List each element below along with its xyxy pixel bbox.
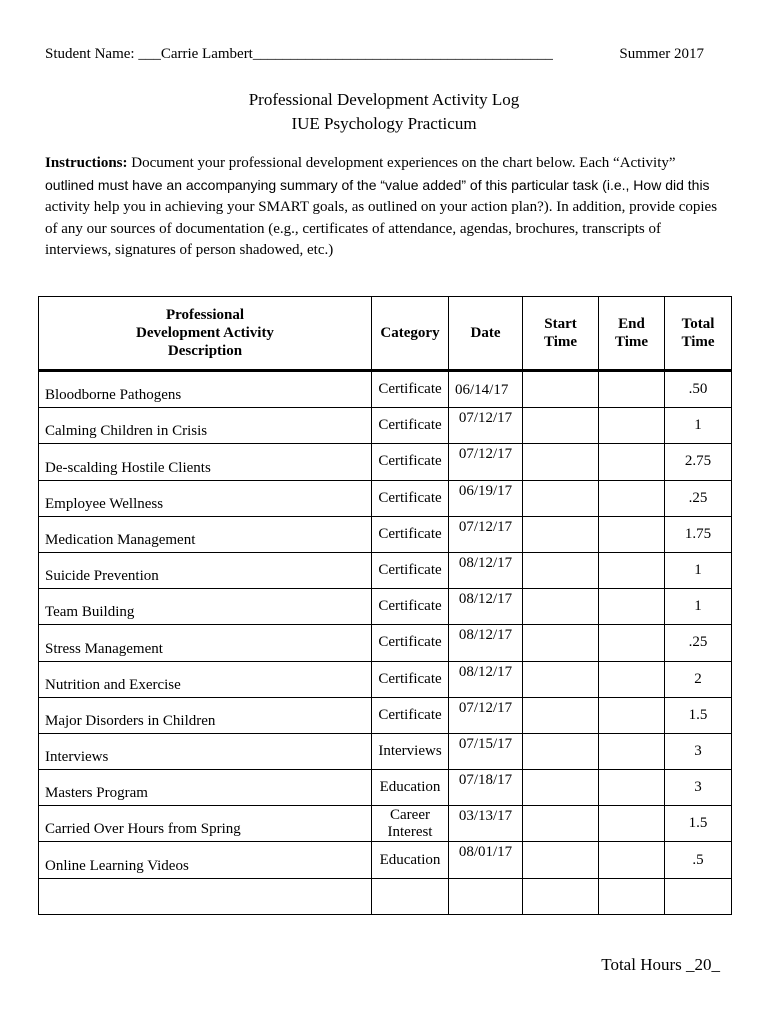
- end-time-cell: [599, 770, 665, 806]
- total-time: 1: [694, 598, 702, 615]
- total-time: 1.5: [688, 815, 708, 832]
- activity-date-cell: [449, 770, 523, 806]
- activity-category-cell: [372, 589, 449, 625]
- total-time: .50: [688, 381, 708, 398]
- activity-description-cell: [39, 842, 372, 878]
- activity-category-cell: [372, 444, 449, 480]
- activity-description: Online Learning Videos: [45, 857, 189, 874]
- table-row: [39, 589, 732, 625]
- total-time: 3: [694, 742, 702, 759]
- activity-category-cell: [372, 625, 449, 661]
- activity-description-cell: [39, 733, 372, 769]
- activity-date: 08/12/17: [458, 663, 513, 680]
- activity-category-cell: [372, 552, 449, 588]
- end-time-cell: [599, 516, 665, 552]
- activity-category: Certificate: [378, 453, 442, 470]
- activity-category-cell: [372, 770, 449, 806]
- table-row: [39, 770, 732, 806]
- total-time-cell: [665, 444, 732, 480]
- end-time-cell: [599, 878, 665, 914]
- start-time-cell: [523, 552, 599, 588]
- activity-category: Education: [379, 779, 441, 796]
- header-start-time: Start Time: [523, 297, 599, 371]
- activity-date-cell: [449, 480, 523, 516]
- activity-description-cell: [39, 371, 372, 408]
- activity-date: 07/18/17: [458, 772, 513, 789]
- activity-date-cell: [449, 516, 523, 552]
- total-time: 1.5: [688, 706, 708, 723]
- start-time-cell: [523, 444, 599, 480]
- activity-description-cell: [39, 516, 372, 552]
- activity-date: 06/14/17: [455, 382, 509, 398]
- end-time-cell: [599, 733, 665, 769]
- activity-category: Interviews: [378, 742, 442, 759]
- activity-date: 07/12/17: [458, 410, 513, 427]
- activity-date: 07/15/17: [458, 735, 513, 752]
- activity-date-cell: [449, 806, 523, 842]
- total-time-cell: [665, 408, 732, 444]
- total-time-cell: [665, 552, 732, 588]
- activity-description-cell: [39, 770, 372, 806]
- activity-description: Calming Children in Crisis: [45, 423, 208, 440]
- activity-description: Bloodborne Pathogens: [45, 387, 182, 404]
- activity-description: Stress Management: [45, 640, 163, 657]
- activity-description: Masters Program: [45, 785, 148, 802]
- header-date: Date: [449, 297, 523, 371]
- activity-date-cell: [449, 733, 523, 769]
- total-time: 2.75: [684, 453, 712, 470]
- activity-description-cell: [39, 552, 372, 588]
- activity-category: Certificate: [378, 598, 442, 615]
- activity-description-cell: [39, 480, 372, 516]
- table-row: [39, 697, 732, 733]
- end-time-cell: [599, 697, 665, 733]
- activity-description-cell: [39, 625, 372, 661]
- instructions-label: Instructions:: [45, 155, 128, 171]
- activity-category: Certificate: [378, 706, 442, 723]
- activity-category: Certificate: [378, 417, 442, 434]
- start-time-cell: [523, 806, 599, 842]
- activity-category: Education: [379, 851, 441, 868]
- start-time-cell: [523, 770, 599, 806]
- start-time-cell: [523, 371, 599, 408]
- header-total-time: Total Time: [665, 297, 732, 371]
- activity-description: Medication Management: [45, 531, 196, 548]
- start-time-cell: [523, 408, 599, 444]
- activity-log-table: [38, 296, 732, 915]
- instructions-text-1: Document your professional development experiences on the chart below. Each “Activity”: [127, 155, 676, 171]
- start-time-cell: [523, 589, 599, 625]
- table-row: [39, 408, 732, 444]
- activity-date: 08/01/17: [458, 844, 513, 861]
- table-row: [39, 552, 732, 588]
- activity-date: 03/13/17: [458, 808, 513, 825]
- table-row: [39, 733, 732, 769]
- end-time-cell: [599, 661, 665, 697]
- activity-category: Certificate: [378, 562, 442, 579]
- activity-description-cell: [39, 661, 372, 697]
- table-row: [39, 806, 732, 842]
- start-time-cell: [523, 697, 599, 733]
- total-time: 1.75: [684, 525, 712, 542]
- activity-description-cell: [39, 408, 372, 444]
- table-row: [39, 625, 732, 661]
- total-time: .5: [692, 851, 704, 868]
- activity-date: 06/19/17: [458, 482, 513, 499]
- total-time-cell: [665, 371, 732, 408]
- activity-description-cell: [39, 878, 372, 914]
- activity-category-cell: [372, 408, 449, 444]
- end-time-cell: [599, 842, 665, 878]
- total-time: .25: [688, 489, 708, 506]
- total-time-cell: [665, 770, 732, 806]
- activity-category-cell: [372, 842, 449, 878]
- activity-category: Certificate: [378, 670, 442, 687]
- total-time: 1: [694, 417, 702, 434]
- instructions-text-2: outlined must have an accompanying summary of the “value added” of this particular task (i.e., How did this: [45, 176, 710, 193]
- table-row: [39, 371, 732, 408]
- activity-category: Certificate: [378, 634, 442, 651]
- end-time-cell: [599, 408, 665, 444]
- start-time-cell: [523, 661, 599, 697]
- total-time-cell: [665, 589, 732, 625]
- end-time-cell: [599, 552, 665, 588]
- activity-category: Certificate: [378, 381, 442, 398]
- activity-description-cell: [39, 589, 372, 625]
- end-time-cell: [599, 444, 665, 480]
- activity-date-cell: [449, 697, 523, 733]
- header-description: Professional Development Activity Description: [39, 297, 372, 371]
- start-time-cell: [523, 842, 599, 878]
- activity-description: Interviews: [45, 749, 109, 766]
- total-time-cell: [665, 661, 732, 697]
- total-time-cell: [665, 697, 732, 733]
- activity-category-cell: [372, 371, 449, 408]
- table-row: [39, 480, 732, 516]
- term-label: Summer 2017: [619, 46, 704, 62]
- activity-description: Employee Wellness: [45, 495, 164, 512]
- activity-description: De-scalding Hostile Clients: [45, 459, 211, 476]
- start-time-cell: [523, 625, 599, 661]
- instructions-text-3: activity help you in achieving your SMART goals, as outlined on your action plan?). In addition, provide copies of any our sources of documentation (e.g., certificates of attendance, agendas, brochures, transcripts of interviews, signatures of person shadowed, etc.): [45, 199, 718, 258]
- end-time-cell: [599, 371, 665, 408]
- header-end-time: End Time: [599, 297, 665, 371]
- activity-date-cell: [449, 408, 523, 444]
- activity-category: Career Interest: [387, 806, 433, 840]
- student-name-line: Student Name: ___Carrie Lambert________________________________________: [45, 46, 553, 62]
- table-row: [39, 878, 732, 914]
- start-time-cell: [523, 480, 599, 516]
- activity-category-cell: [372, 806, 449, 842]
- activity-description: Suicide Prevention: [45, 568, 159, 585]
- activity-date: 07/12/17: [458, 518, 513, 535]
- activity-category-cell: [372, 516, 449, 552]
- total-time-cell: [665, 733, 732, 769]
- start-time-cell: [523, 733, 599, 769]
- end-time-cell: [599, 480, 665, 516]
- table-row: [39, 444, 732, 480]
- activity-category-cell: [372, 878, 449, 914]
- start-time-cell: [523, 516, 599, 552]
- activity-date-cell: [449, 371, 523, 408]
- total-time-cell: [665, 842, 732, 878]
- total-hours: Total Hours _20_: [601, 955, 720, 974]
- activity-category: Certificate: [378, 525, 442, 542]
- activity-date: 08/12/17: [458, 591, 513, 608]
- total-time-cell: [665, 480, 732, 516]
- activity-date-cell: [449, 878, 523, 914]
- activity-category: Certificate: [378, 489, 442, 506]
- activity-date-cell: [449, 552, 523, 588]
- activity-date: 07/12/17: [458, 699, 513, 716]
- activity-date: 07/12/17: [458, 446, 513, 463]
- total-time-cell: [665, 516, 732, 552]
- activity-date-cell: [449, 842, 523, 878]
- activity-description: Carried Over Hours from Spring: [45, 821, 241, 838]
- end-time-cell: [599, 625, 665, 661]
- activity-date-cell: [449, 589, 523, 625]
- header-category: Category: [372, 297, 449, 371]
- total-time: .25: [688, 634, 708, 651]
- activity-date-cell: [449, 444, 523, 480]
- total-time-cell: [665, 625, 732, 661]
- total-time: 2: [694, 670, 702, 687]
- activity-category-cell: [372, 733, 449, 769]
- activity-description: Major Disorders in Children: [45, 712, 216, 729]
- table-row: [39, 661, 732, 697]
- activity-description: Nutrition and Exercise: [45, 676, 181, 693]
- table-row: [39, 516, 732, 552]
- activity-description-cell: [39, 697, 372, 733]
- total-time: 3: [694, 779, 702, 796]
- total-time-cell: [665, 806, 732, 842]
- end-time-cell: [599, 806, 665, 842]
- activity-category-cell: [372, 480, 449, 516]
- total-time-cell: [665, 878, 732, 914]
- total-time: 1: [694, 562, 702, 579]
- end-time-cell: [599, 589, 665, 625]
- activity-category-cell: [372, 697, 449, 733]
- activity-description-cell: [39, 444, 372, 480]
- activity-date: 08/12/17: [458, 627, 513, 644]
- table-header-row: [39, 297, 732, 371]
- activity-description-cell: [39, 806, 372, 842]
- activity-category-cell: [372, 661, 449, 697]
- activity-description: Team Building: [45, 604, 135, 621]
- document-title: Professional Development Activity Log: [248, 90, 520, 109]
- activity-date-cell: [449, 661, 523, 697]
- document-subtitle: IUE Psychology Practicum: [291, 114, 477, 133]
- activity-date: 08/12/17: [458, 554, 513, 571]
- start-time-cell: [523, 878, 599, 914]
- instructions-paragraph: [45, 153, 725, 262]
- table-row: [39, 842, 732, 878]
- activity-date-cell: [449, 625, 523, 661]
